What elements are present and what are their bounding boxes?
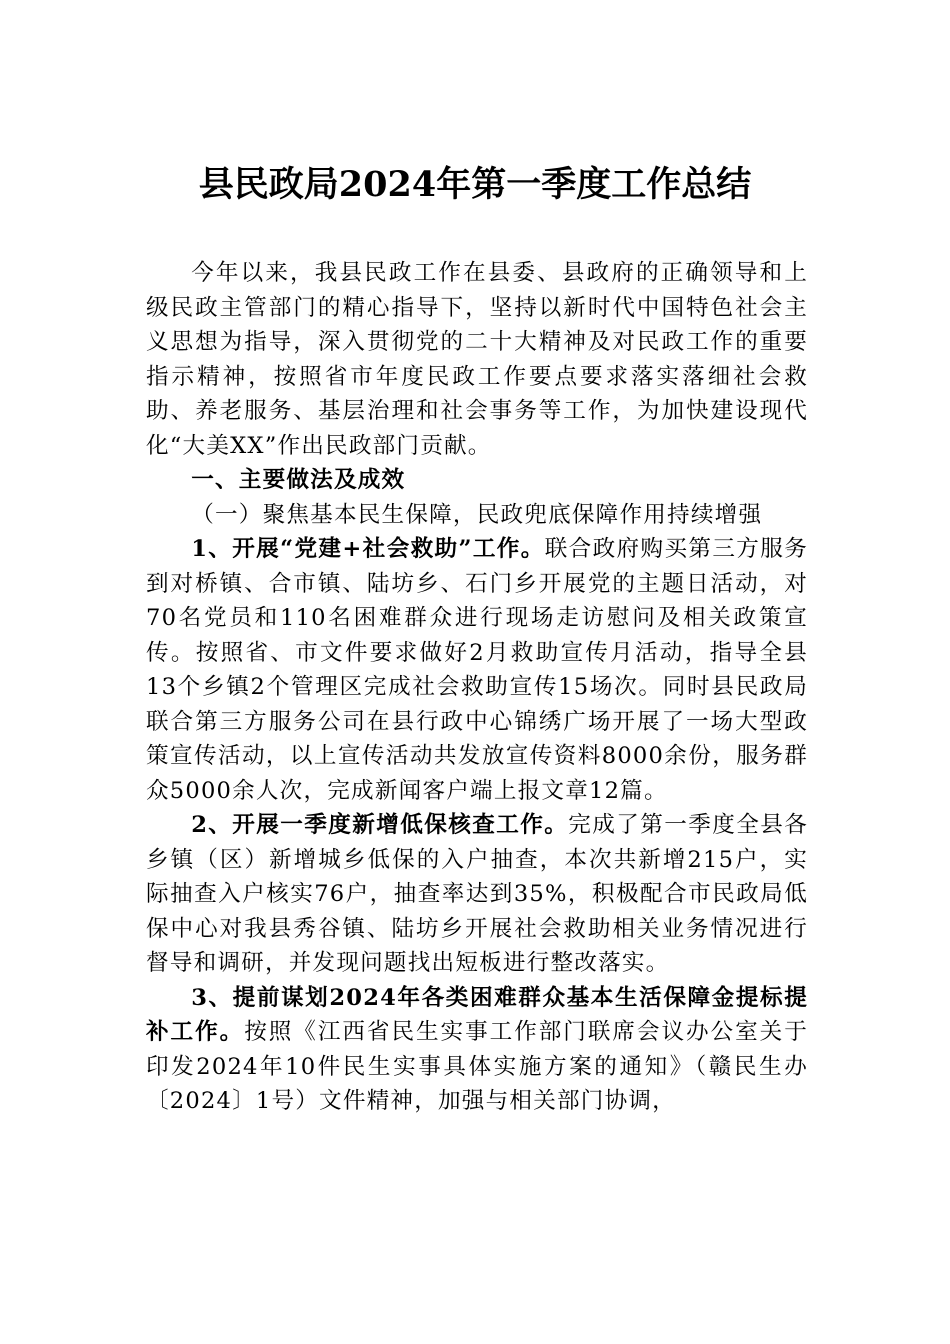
item-text-1: 联合政府购买第三方服务到对桥镇、合市镇、陆坊乡、石门乡开展党的主题日活动，对70名党员和110名困难群众进行现场走访慰问及相关政策宣传。按照省、市文件要求做好2月救助宣传月活动，指导全县13个乡镇2个管理区完成社会救助宣传15场次。同时县民政局联合第三方服务公司在县行政中心锦绣广场开展了一场大型政策宣传活动，以上宣传活动共发放宣传资料8000余份，服务群众5000余人次，完成新闻客户端上报文章12篇。 (146, 536, 808, 804)
intro-paragraph: 今年以来，我县民政工作在县委、县政府的正确领导和上级民政主管部门的精心指导下，坚持以新时代中国特色社会主义思想为指导，深入贯彻党的二十大精神及对民政工作的重要指示精神，按照省市年度民政工作要点要求落实落细社会救助、养老服务、基层治理和社会事务等工作，为加快建设现代化“大美XX”作出民政部门贡献。 (146, 260, 808, 459)
item-lead-3: 3、提前谋划2024年各类困难群众基本生活保障金提标提补工作。 (146, 984, 808, 1045)
page-title: 县民政局2024年第一季度工作总结 (198, 164, 752, 205)
item-text-3: 按照《江西省民生实事工作部门联席会议办公室关于印发2024年10件民生实事具体实施方案的通知》（赣民生办〔2024〕1号）文件精神，加强与相关部门协调， (146, 1019, 808, 1114)
item-lead-2: 2、开展一季度新增低保核查工作。 (191, 812, 569, 838)
item-paragraph-3 (146, 981, 808, 1119)
document-body (146, 256, 808, 1119)
item-text-2: 完成了第一季度全县各乡镇（区）新增城乡低保的入户抽查，本次共新增215户，实际抽查入户核实76户，抽查率达到35%，积极配合市民政局低保中心对我县秀谷镇、陆坊乡开展社会救助相关业务情况进行督导和调研，并发现问题找出短板进行整改落实。 (146, 812, 809, 976)
subsection-heading: （一）聚焦基本民生保障，民政兜底保障作用持续增强 (191, 501, 763, 528)
item-paragraph-2 (146, 808, 808, 981)
item-paragraph-1 (146, 532, 808, 808)
item-lead-1: 1、开展“党建+社会救助”工作。 (191, 536, 545, 562)
section-heading: 一、主要做法及成效 (191, 467, 406, 493)
